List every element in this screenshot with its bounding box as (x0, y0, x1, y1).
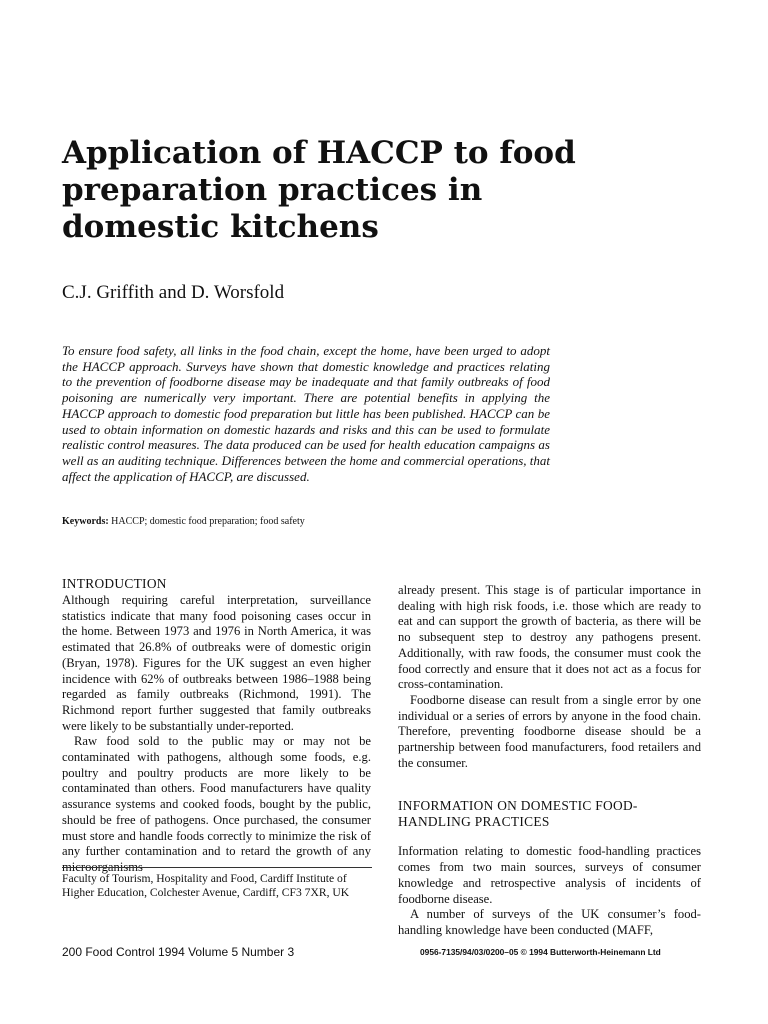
section-heading-information: INFORMATION ON DOMESTIC FOOD-HANDLING PRACTICES (398, 798, 638, 830)
body-paragraph: Foodborne disease can result from a single error by one individual or a series of errors by anyone in the food chain. Therefore, preventing foodborne disease should be a partnership between food manufacturers, food retailers and the consumer. (398, 692, 701, 770)
keywords-line (62, 516, 550, 527)
article-title: Application of HACCP to food preparation practices in domestic kitchens (62, 135, 576, 245)
body-paragraph: Raw food sold to the public may or may not be contaminated with pathogens, although some foods, e.g. poultry and poultry products are more likely to be contaminated than others. Food manufacturers have quality assurance systems and cooked foods, bought by the public, should be free of pathogens. Once purchased, the consumer must store and handle foods correctly to minimize the risk of any further contamination and to retard the growth of any microorganisms (62, 734, 371, 874)
body-paragraph: A number of surveys of the UK consumer’s food-handling knowledge have been conducted (MAFF, (398, 907, 701, 937)
keywords-label: Keywords: (62, 516, 109, 527)
page-footer-citation: 200 Food Control 1994 Volume 5 Number 3 (62, 945, 295, 959)
article-abstract: To ensure food safety, all links in the food chain, except the home, have been urged to adopt the HACCP approach. Surveys have shown that domestic knowledge and practices relating to the prevention of foodborne disease may be inadequate and that family outbreaks of food poisoning are numerically very important. There are potential benefits in applying the HACCP approach to domestic food preparation but little has been published. HACCP can be used to obtain information on domestic hazards and risks and this can be used to formulate realistic control measures. The data produced can be used for health education campaigns as well as an auditing technique. Differences between the home and commercial operations, that affect the application of HACCP, are discussed. (62, 343, 550, 484)
body-paragraph: already present. This stage is of particular importance in dealing with high risk foods, i.e. those which are ready to eat and can support the growth of bacteria, as there will be no subsequent step to destroy any pathogens present. Additionally, with raw foods, the consumer must cook the food correctly and ensure that it does not act as a focus for cross-contamination. (398, 583, 701, 692)
right-column (398, 583, 701, 939)
body-paragraph: Information relating to domestic food-handling practices comes from two main sources, surveys of consumer knowledge and retrospective analysis of incidents of foodborne disease. (398, 844, 701, 906)
section-heading-introduction: INTRODUCTION (62, 576, 167, 591)
body-paragraph: Although requiring careful interpretation, surveillance statistics indicate that many food poisoning cases occur in the home. Between 1973 and 1976 in North America, it was estimated that 26.8% of outbreaks were of domestic origin (Bryan, 1978). Figures for the UK suggest an even higher incidence with 62% of outbreaks between 1986–1988 being regarded as family outbreaks (Richmond, 1991). The Richmond report further suggested that family outbreaks were likely to be substantially under-reported. (62, 593, 371, 733)
author-affiliation: Faculty of Tourism, Hospitality and Food, Cardiff Institute of Higher Education, Colchester Avenue, Cardiff, CF3 7XR, UK (62, 872, 350, 899)
affiliation-divider (62, 867, 372, 868)
left-column (62, 576, 371, 876)
page-footer-copyright: 0956-7135/94/03/0200–05 © 1994 Butterworth-Heinemann Ltd (420, 947, 661, 957)
keywords-text: HACCP; domestic food preparation; food safety (111, 516, 305, 527)
article-authors: C.J. Griffith and D. Worsfold (62, 282, 285, 303)
